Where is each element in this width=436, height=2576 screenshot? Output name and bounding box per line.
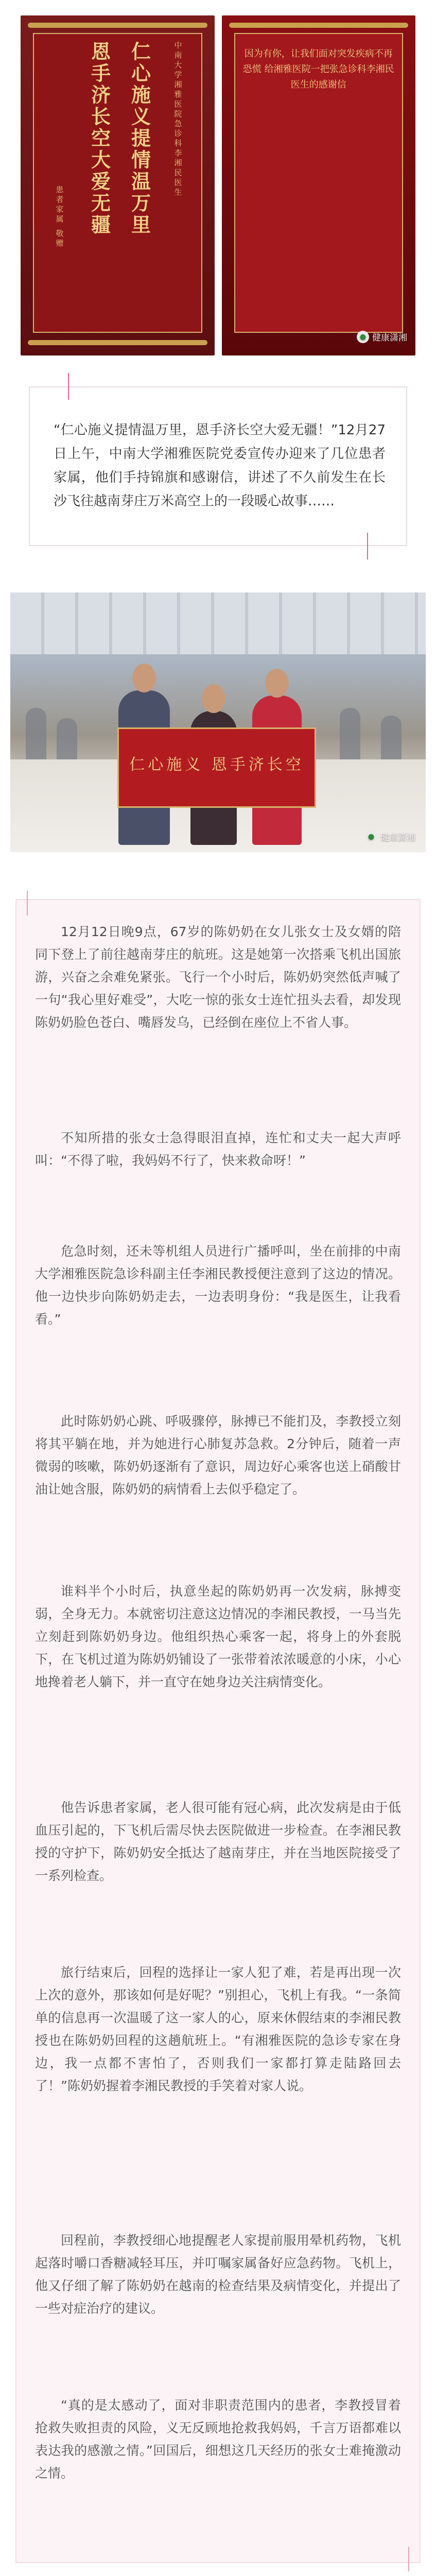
group-photo xyxy=(10,592,426,852)
watermark-text: 健康潇湘 xyxy=(372,333,407,343)
article-body xyxy=(15,899,421,2563)
banner-line-2: 恩手济长空大爱无疆 xyxy=(88,41,111,236)
background-person xyxy=(340,708,360,765)
hero-images xyxy=(21,15,415,355)
paragraph: 回程前，李教授细心地提醒老人家提前服用晕机药物，飞机起落时嚼口香糖减轻耳压，并叮嘱家属备好应急药物。飞机上，他又仔细了解了陈奶奶在越南的检查结果及病情变化，并提出了一些对症治疗的建议。 xyxy=(35,2233,401,2316)
chat-bubble-icon: ● xyxy=(357,331,369,343)
paragraph: “真的是太感动了，面对非职责范围内的患者，李教授冒着抢救失败担责的风险，义无反顾地抢救我妈妈，千言万语都难以表达我的感激之情。”回国后，细想这几天经历的张女士难掩激动之情。 xyxy=(35,2398,401,2481)
held-banner-text: 仁心施义 恩手济长空 xyxy=(129,756,304,774)
background-person xyxy=(381,716,402,765)
watermark xyxy=(357,330,407,343)
lead-quote-box xyxy=(29,386,407,546)
chat-bubble-icon: ● xyxy=(365,831,377,843)
watermark xyxy=(365,830,415,843)
lead-quote-text: “仁心施义提情温万里，恩手济长空大爱无疆！”12月27日上午，中南大学湘雅医院党委宣传办迎来了几位患者家属，他们手持锦旗和感谢信，讲述了不久前发生在长沙飞往越南芽庄万米高空上的一段暖心故事…… xyxy=(54,422,386,509)
decorative-line xyxy=(408,2547,409,2571)
paragraph: 不知所措的张女士急得眼泪直掉，连忙和丈夫一起大声呼叫：“不得了啦，我妈妈不行了，快来救命呀！” xyxy=(35,1130,401,1168)
terminal-ceiling xyxy=(10,592,426,654)
banner-signature: 患者家属 敬赠 xyxy=(55,185,64,249)
background-person xyxy=(57,718,77,765)
paragraph: 危急时刻，还未等机组人员进行广播呼叫，坐在前排的中南大学湘雅医院急诊科副主任李湘民教授便注意到了这边的情况。他一边快步向陈奶奶走去，一边表明身份：“我是医生，让我看看。” xyxy=(35,1244,401,1327)
held-banner xyxy=(117,727,316,808)
banner-rod xyxy=(28,23,207,28)
paragraph: 12月12日晚9点，67岁的陈奶奶在女儿张女士及女婿的陪同下登上了前往越南芽庄的航班。这是她第一次搭乘飞机出国旅游，兴奋之余难免紧张。飞行一个小时后，陈奶奶突然低声喊了一句“我心里好难受”，大吃一惊的张女士连忙扭头去看，却发现陈奶奶脸色苍白、嘴唇发乌，已经倒在座位上不省人事。 xyxy=(35,924,401,1030)
decorative-line xyxy=(68,373,69,400)
banner-dedication: 中南大学湘雅医院急诊科李湘民医生 xyxy=(173,41,183,198)
silk-banner-image xyxy=(21,15,215,355)
banner-rod xyxy=(28,340,207,345)
paragraph: 旅行结束后，回程的选择让一家人犯了难，若是再出现一次上次的意外，那该如何是好呢？”别担心，飞机上有我。“一条简单的信息再一次温暖了这一家人的心，原来休假结束的李湘民教授也在陈奶奶回程的这趟航班上。“有湘雅医院的急诊专家在身边，我一点都不害怕了，否则我们一家都打算走陆路回去了！”陈奶奶握着李湘民教授的手笑着对家人说。 xyxy=(35,1965,401,2093)
background-person xyxy=(26,708,46,765)
paragraph: 他告诉患者家属，老人很可能有冠心病，此次发病是由于低血压引起的，下飞机后需尽快去医院做进一步检查。在李湘民教授的守护下，陈奶奶安全抵达了越南芽庄，并在当地医院接受了一系列检查。 xyxy=(35,1800,401,1883)
thank-you-letter-image xyxy=(222,15,416,355)
decorative-line xyxy=(27,891,28,916)
banner-line-1: 仁心施义提情温万里 xyxy=(128,41,151,236)
thank-you-letter-text: 因为有你，让我们面对突发疾病不再恐慌 给湘雅医院一把张急诊科李湘民医生的感谢信 xyxy=(242,48,394,90)
paragraph: 谁料半个小时后，执意坐起的陈奶奶再一次发病，脉搏变弱，全身无力。本就密切注意这边情况的李湘民教授，一马当先立刻赶到陈奶奶身边。他组织热心乘客一起，将身上的外套脱下，在飞机过道为陈奶奶铺设了一张带着浓浓暖意的小床，小心地搀着老人躺下，并一直守在她身边关注病情变化。 xyxy=(35,1584,401,1689)
banner-rod xyxy=(229,23,409,28)
paragraph: 此时陈奶奶心跳、呼吸骤停，脉搏已不能扪及，李教授立刻将其平躺在地，并为她进行心肺复苏急救。2分钟后，随着一声微弱的咳嗽，陈奶奶逐渐有了意识，周边好心乘客也送上硝酸甘油让她含服，陈奶奶的病情看上去似乎稳定了。 xyxy=(35,1414,401,1497)
decorative-line xyxy=(367,533,368,560)
watermark-text: 健康潇湘 xyxy=(380,833,415,843)
